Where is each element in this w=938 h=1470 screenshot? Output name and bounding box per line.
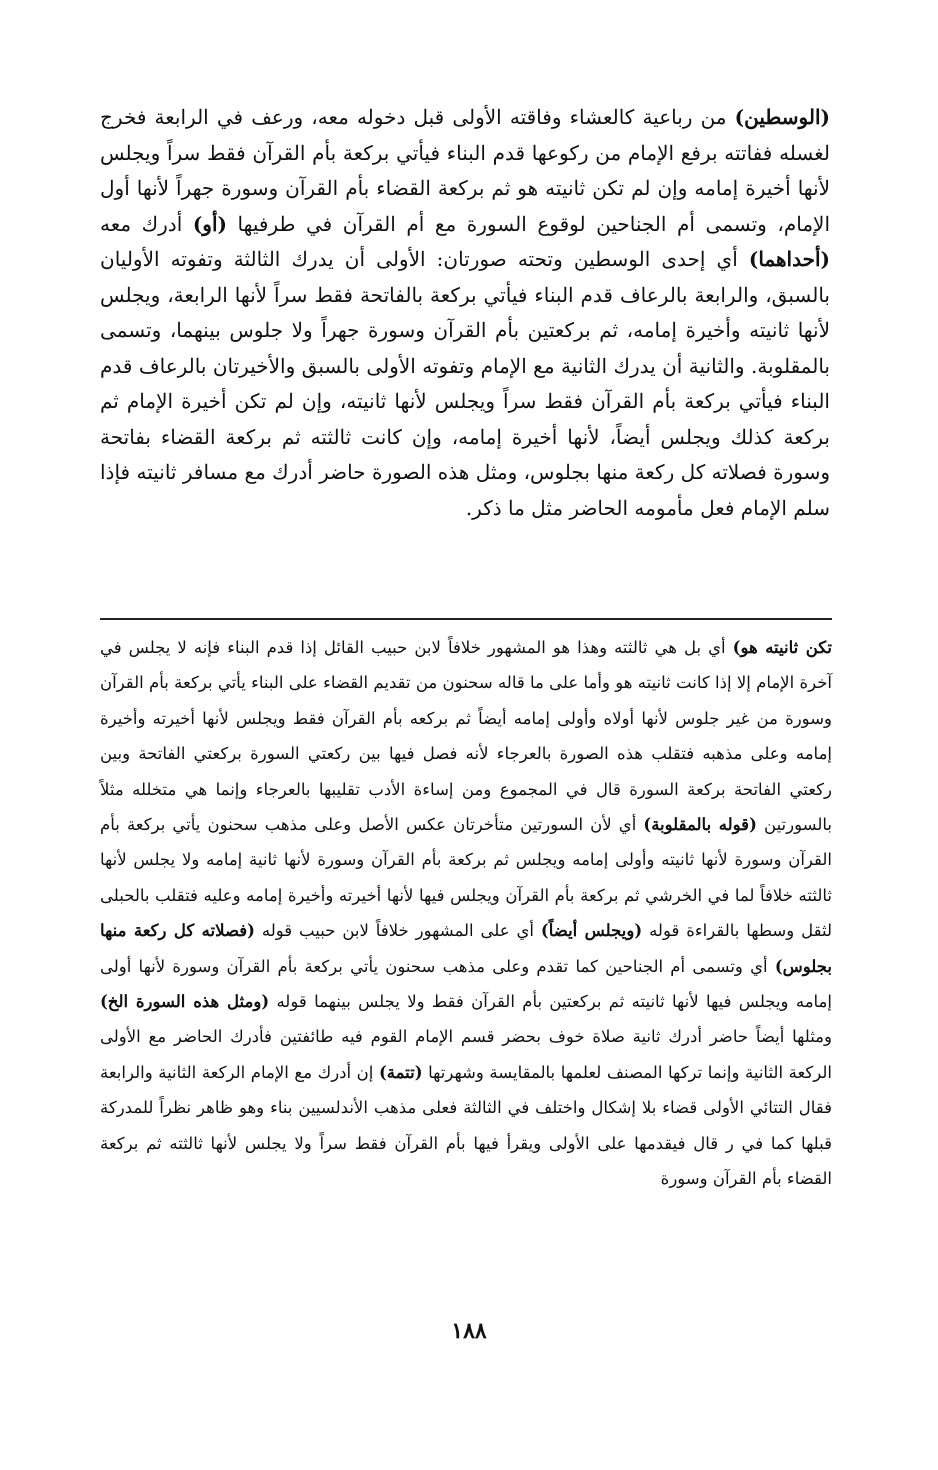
- main-segment-5: أي إحدى الوسطين وتحته صورتان: الأولى أن يدرك الثالثة وتفوته الأوليان بالسبق، والرابعة بالرعاف قدم البناء فيأتي بركعة بالفاتحة فقط سراً لأنها الرابعة، ويجلس لأنها ثانيته وأخيرة إمامه، ثم بركعتين بأم القرآن وسورة جهراً ولا جلوس بينهما، وتسمى بالمقلوبة. والثانية أن يدرك الثانية مع الإمام وتفوته الأولى بالسبق والأخيرتان بالرعاف قدم البناء فيأتي بركعة بأم القرآن فقط سراً ويجلس لأنها ثانيته، وإن لم تكن أخيرة الإمام ثم بركعة كذلك ويجلس أيضاً، لأنها أخيرة إمامه، وإن كانت ثالثته ثم بركعة القضاء بفاتحة وسورة فصلاته كل ركعة منها بجلوس، ومثل هذه الصورة حاضر أدرك مع مسافر ثانيته فإذا سلم الإمام فعل مأمومه الحاضر مثل ما ذكر.: [100, 247, 830, 520]
- note-segment-3: أي لأن السورتين متأخرتان عكس الأصل وعلى مذهب سحنون يأتي بركعة بأم القرآن وسورة لأنها ثانيته وأولى إمامه ويجلس ثم بركعة بأم القرآن وسورة لأنها ثانية إمامه ولا يجلس لأنها ثالثته خلافاً لما في الخرشي ثم بركعة بأم القرآن ويجلس فيها لأنها أخيرته وأخيرة إمامه وعليه فتقلب بالحبلى لثقل وسطها بالقراءة قوله: [100, 815, 833, 941]
- footnotes-paragraph: [100, 630, 832, 1197]
- note-segment-8: (ومثل هذه السورة الخ): [100, 992, 270, 1012]
- note-segment-11: إن أدرك مع الإمام الركعة الثانية والرابعة فقال التتائي الأولى قضاء بلا إشكال واختلف في الثالثة فعلى مذهب الأندلسيين بناء وهو ظاهر نظراً للمدركة قبلها كما في ر قال فيقدمها على الأولى ويقرأ فيها بأم القرآن فقط سراً ولا يجلس لأنها ثالثته ثم بركعة القضاء بأم القرآن وسورة: [100, 1062, 832, 1189]
- main-paragraph: [100, 100, 830, 526]
- main-segment-3: أدرك معه: [100, 211, 193, 236]
- note-segment-10: (تتمة): [378, 1062, 423, 1082]
- note-segment-2: (قوله بالمقلوبة): [643, 815, 757, 835]
- note-segment-1: أي بل هي ثالثته وهذا هو المشهور خلافاً لابن حبيب القائل إذا قدم البناء فإنه لا يجلس في آخرة الإمام إلا إذا كانت ثانيته هو وأما على ما قاله سحنون من تقديم القضاء على البناء يأتي بركعة بأم القرآن وسورة من غير جلوس لأنها أولاه وأولى إمامه أيضاً ثم بركعه بأم القرآن فقط ويجلس لأنها أخيرته وأخيرة إمامه وعلى مذهبه فتقلب هذه الصورة بالعرجاء لأنه فصل فيها بين ركعتي السورة بركعتي الفاتحة وبين ركعتي الفاتحة بركعة السورة قال في المجموع ومن إساءة الأدب تقليبها بالعرجاء وإنما هي متخلله مثلاً بالسورتين: [100, 638, 832, 835]
- note-segment-4: (ويجلس أيضاً): [540, 921, 643, 941]
- note-segment-5: أي على المشهور خلافاً لابن حبيب قوله: [254, 921, 541, 941]
- main-segment-0: (الوسطين): [734, 105, 830, 129]
- main-segment-4: (أحداهما): [748, 247, 830, 271]
- main-text-block: [100, 100, 830, 526]
- note-segment-0: تكن ثانيته هو): [732, 638, 832, 657]
- main-segment-1: من رباعية كالعشاء وفاقته الأولى قبل دخوله معه، ورعف في الرابعة فخرج لغسله ففاتته برفع الإمام من ركوعها قدم البناء فيأتي بركعة بأم القرآن فقط سراً ويجلس لأنها أخيرة إمامه وإن لم تكن ثانيته هو ثم بركعة القضاء بأم القرآن وسورة جهراً لأنها أول الإمام، وتسمى أم الجناحين لوقوع السورة مع أم القرآن في طرفيها: [100, 105, 830, 236]
- footnotes-block: [100, 630, 832, 1197]
- note-segment-9: ومثلها أيضاً حاضر أدرك ثانية صلاة خوف بحضر قسم الإمام القوم فيه طائفتين فأدرك الحاضر مع الأولى الركعة الثانية وإنما تركها المصنف لعلمها بالمقايسة وشهرتها: [100, 1027, 832, 1082]
- note-segment-7: أي وتسمى أم الجناحين كما تقدم وعلى مذهب سحنون يأتي بركعة بأم القرآن وسورة لأنها أولى إمامه ويجلس فيها لأنها ثانيته ثم بركعتين بأم القرآن فقط ولا يجلس بينهما قوله: [100, 956, 832, 1012]
- note-segment-6: (فصلاته كل ركعة منها بجلوس): [100, 921, 832, 976]
- main-segment-2: (أو): [192, 211, 227, 236]
- footnote-divider: [100, 618, 832, 620]
- page-number: ١٨٨: [451, 1318, 487, 1344]
